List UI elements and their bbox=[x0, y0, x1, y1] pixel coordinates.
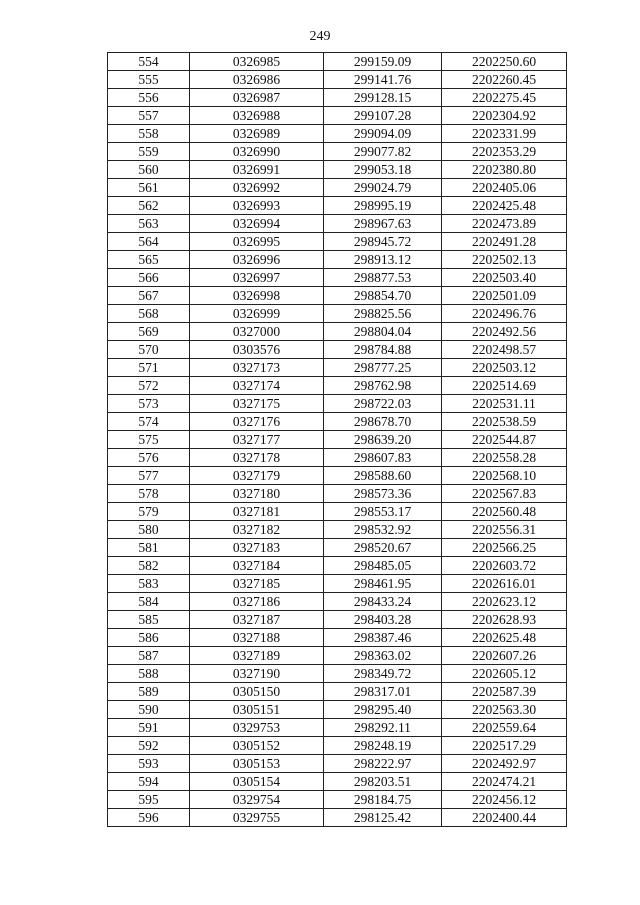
y-coordinate-cell: 2202474.21 bbox=[442, 773, 567, 791]
x-coordinate-cell: 299128.15 bbox=[324, 89, 442, 107]
point-id-cell: 0303576 bbox=[190, 341, 324, 359]
x-coordinate-cell: 299159.09 bbox=[324, 53, 442, 71]
y-coordinate-cell: 2202260.45 bbox=[442, 71, 567, 89]
row-number-cell: 586 bbox=[108, 629, 190, 647]
table-row bbox=[108, 647, 567, 665]
x-coordinate-cell: 298248.19 bbox=[324, 737, 442, 755]
x-coordinate-cell: 298295.40 bbox=[324, 701, 442, 719]
point-id-cell: 0327190 bbox=[190, 665, 324, 683]
point-id-cell: 0326986 bbox=[190, 71, 324, 89]
table-row bbox=[108, 539, 567, 557]
y-coordinate-cell: 2202563.30 bbox=[442, 701, 567, 719]
y-coordinate-cell: 2202560.48 bbox=[442, 503, 567, 521]
row-number-cell: 576 bbox=[108, 449, 190, 467]
row-number-cell: 581 bbox=[108, 539, 190, 557]
row-number-cell: 556 bbox=[108, 89, 190, 107]
row-number-cell: 574 bbox=[108, 413, 190, 431]
x-coordinate-cell: 298317.01 bbox=[324, 683, 442, 701]
point-id-cell: 0326990 bbox=[190, 143, 324, 161]
row-number-cell: 564 bbox=[108, 233, 190, 251]
x-coordinate-cell: 299077.82 bbox=[324, 143, 442, 161]
table-body bbox=[108, 53, 567, 827]
point-id-cell: 0326994 bbox=[190, 215, 324, 233]
x-coordinate-cell: 298784.88 bbox=[324, 341, 442, 359]
table-row bbox=[108, 251, 567, 269]
table-row bbox=[108, 161, 567, 179]
row-number-cell: 577 bbox=[108, 467, 190, 485]
x-coordinate-cell: 298203.51 bbox=[324, 773, 442, 791]
y-coordinate-cell: 2202603.72 bbox=[442, 557, 567, 575]
point-id-cell: 0326993 bbox=[190, 197, 324, 215]
table-row bbox=[108, 467, 567, 485]
table-row bbox=[108, 233, 567, 251]
row-number-cell: 568 bbox=[108, 305, 190, 323]
row-number-cell: 569 bbox=[108, 323, 190, 341]
y-coordinate-cell: 2202492.97 bbox=[442, 755, 567, 773]
point-id-cell: 0327178 bbox=[190, 449, 324, 467]
point-id-cell: 0326999 bbox=[190, 305, 324, 323]
row-number-cell: 565 bbox=[108, 251, 190, 269]
y-coordinate-cell: 2202331.99 bbox=[442, 125, 567, 143]
x-coordinate-cell: 298722.03 bbox=[324, 395, 442, 413]
row-number-cell: 566 bbox=[108, 269, 190, 287]
point-id-cell: 0327185 bbox=[190, 575, 324, 593]
table-row bbox=[108, 575, 567, 593]
y-coordinate-cell: 2202456.12 bbox=[442, 791, 567, 809]
point-id-cell: 0305154 bbox=[190, 773, 324, 791]
point-id-cell: 0327187 bbox=[190, 611, 324, 629]
x-coordinate-cell: 299024.79 bbox=[324, 179, 442, 197]
y-coordinate-cell: 2202559.64 bbox=[442, 719, 567, 737]
table-row bbox=[108, 395, 567, 413]
y-coordinate-cell: 2202304.92 bbox=[442, 107, 567, 125]
x-coordinate-cell: 298184.75 bbox=[324, 791, 442, 809]
table-row bbox=[108, 89, 567, 107]
y-coordinate-cell: 2202567.83 bbox=[442, 485, 567, 503]
y-coordinate-cell: 2202587.39 bbox=[442, 683, 567, 701]
x-coordinate-cell: 298520.67 bbox=[324, 539, 442, 557]
table-row bbox=[108, 557, 567, 575]
y-coordinate-cell: 2202496.76 bbox=[442, 305, 567, 323]
y-coordinate-cell: 2202544.87 bbox=[442, 431, 567, 449]
point-id-cell: 0327175 bbox=[190, 395, 324, 413]
x-coordinate-cell: 298573.36 bbox=[324, 485, 442, 503]
x-coordinate-cell: 298762.98 bbox=[324, 377, 442, 395]
row-number-cell: 591 bbox=[108, 719, 190, 737]
row-number-cell: 585 bbox=[108, 611, 190, 629]
table-row bbox=[108, 215, 567, 233]
table-row bbox=[108, 377, 567, 395]
table-row bbox=[108, 503, 567, 521]
y-coordinate-cell: 2202250.60 bbox=[442, 53, 567, 71]
row-number-cell: 583 bbox=[108, 575, 190, 593]
table-row bbox=[108, 431, 567, 449]
row-number-cell: 590 bbox=[108, 701, 190, 719]
point-id-cell: 0327176 bbox=[190, 413, 324, 431]
table-row bbox=[108, 413, 567, 431]
table-row bbox=[108, 719, 567, 737]
row-number-cell: 578 bbox=[108, 485, 190, 503]
point-id-cell: 0326991 bbox=[190, 161, 324, 179]
x-coordinate-cell: 298945.72 bbox=[324, 233, 442, 251]
point-id-cell: 0327000 bbox=[190, 323, 324, 341]
point-id-cell: 0326988 bbox=[190, 107, 324, 125]
point-id-cell: 0329754 bbox=[190, 791, 324, 809]
row-number-cell: 554 bbox=[108, 53, 190, 71]
point-id-cell: 0326998 bbox=[190, 287, 324, 305]
point-id-cell: 0327173 bbox=[190, 359, 324, 377]
y-coordinate-cell: 2202405.06 bbox=[442, 179, 567, 197]
page-number: 249 bbox=[309, 29, 331, 44]
y-coordinate-cell: 2202503.12 bbox=[442, 359, 567, 377]
row-number-cell: 587 bbox=[108, 647, 190, 665]
table-row bbox=[108, 593, 567, 611]
x-coordinate-cell: 298125.42 bbox=[324, 809, 442, 827]
table-row bbox=[108, 737, 567, 755]
point-id-cell: 0327189 bbox=[190, 647, 324, 665]
table-row bbox=[108, 341, 567, 359]
x-coordinate-cell: 298485.05 bbox=[324, 557, 442, 575]
y-coordinate-cell: 2202556.31 bbox=[442, 521, 567, 539]
table-row bbox=[108, 665, 567, 683]
row-number-cell: 570 bbox=[108, 341, 190, 359]
row-number-cell: 594 bbox=[108, 773, 190, 791]
table-row bbox=[108, 701, 567, 719]
table-row bbox=[108, 755, 567, 773]
point-id-cell: 0326987 bbox=[190, 89, 324, 107]
point-id-cell: 0327174 bbox=[190, 377, 324, 395]
y-coordinate-cell: 2202491.28 bbox=[442, 233, 567, 251]
point-id-cell: 0327181 bbox=[190, 503, 324, 521]
x-coordinate-cell: 299053.18 bbox=[324, 161, 442, 179]
row-number-cell: 593 bbox=[108, 755, 190, 773]
x-coordinate-cell: 298804.04 bbox=[324, 323, 442, 341]
table-row bbox=[108, 773, 567, 791]
row-number-cell: 562 bbox=[108, 197, 190, 215]
table-row bbox=[108, 629, 567, 647]
row-number-cell: 596 bbox=[108, 809, 190, 827]
y-coordinate-cell: 2202623.12 bbox=[442, 593, 567, 611]
point-id-cell: 0305150 bbox=[190, 683, 324, 701]
point-id-cell: 0327177 bbox=[190, 431, 324, 449]
point-id-cell: 0327186 bbox=[190, 593, 324, 611]
x-coordinate-cell: 298433.24 bbox=[324, 593, 442, 611]
point-id-cell: 0326997 bbox=[190, 269, 324, 287]
point-id-cell: 0329753 bbox=[190, 719, 324, 737]
y-coordinate-cell: 2202616.01 bbox=[442, 575, 567, 593]
point-id-cell: 0305152 bbox=[190, 737, 324, 755]
table-row bbox=[108, 71, 567, 89]
point-id-cell: 0326989 bbox=[190, 125, 324, 143]
x-coordinate-cell: 298913.12 bbox=[324, 251, 442, 269]
row-number-cell: 575 bbox=[108, 431, 190, 449]
point-id-cell: 0305153 bbox=[190, 755, 324, 773]
x-coordinate-cell: 298349.72 bbox=[324, 665, 442, 683]
x-coordinate-cell: 298854.70 bbox=[324, 287, 442, 305]
x-coordinate-cell: 298639.20 bbox=[324, 431, 442, 449]
x-coordinate-cell: 298222.97 bbox=[324, 755, 442, 773]
x-coordinate-cell: 298363.02 bbox=[324, 647, 442, 665]
table-row bbox=[108, 683, 567, 701]
x-coordinate-cell: 298995.19 bbox=[324, 197, 442, 215]
table-row bbox=[108, 611, 567, 629]
x-coordinate-cell: 298461.95 bbox=[324, 575, 442, 593]
table-row bbox=[108, 809, 567, 827]
y-coordinate-cell: 2202558.28 bbox=[442, 449, 567, 467]
table-row bbox=[108, 485, 567, 503]
coordinates-table bbox=[107, 52, 567, 827]
row-number-cell: 573 bbox=[108, 395, 190, 413]
y-coordinate-cell: 2202425.48 bbox=[442, 197, 567, 215]
table-row bbox=[108, 53, 567, 71]
x-coordinate-cell: 298292.11 bbox=[324, 719, 442, 737]
table-row bbox=[108, 179, 567, 197]
y-coordinate-cell: 2202538.59 bbox=[442, 413, 567, 431]
x-coordinate-cell: 298607.83 bbox=[324, 449, 442, 467]
x-coordinate-cell: 299141.76 bbox=[324, 71, 442, 89]
y-coordinate-cell: 2202492.56 bbox=[442, 323, 567, 341]
row-number-cell: 557 bbox=[108, 107, 190, 125]
x-coordinate-cell: 299107.28 bbox=[324, 107, 442, 125]
y-coordinate-cell: 2202473.89 bbox=[442, 215, 567, 233]
point-id-cell: 0329755 bbox=[190, 809, 324, 827]
row-number-cell: 560 bbox=[108, 161, 190, 179]
y-coordinate-cell: 2202502.13 bbox=[442, 251, 567, 269]
y-coordinate-cell: 2202501.09 bbox=[442, 287, 567, 305]
row-number-cell: 558 bbox=[108, 125, 190, 143]
y-coordinate-cell: 2202605.12 bbox=[442, 665, 567, 683]
table-row bbox=[108, 125, 567, 143]
row-number-cell: 595 bbox=[108, 791, 190, 809]
y-coordinate-cell: 2202353.29 bbox=[442, 143, 567, 161]
point-id-cell: 0327182 bbox=[190, 521, 324, 539]
point-id-cell: 0305151 bbox=[190, 701, 324, 719]
x-coordinate-cell: 298825.56 bbox=[324, 305, 442, 323]
y-coordinate-cell: 2202628.93 bbox=[442, 611, 567, 629]
point-id-cell: 0326992 bbox=[190, 179, 324, 197]
y-coordinate-cell: 2202531.11 bbox=[442, 395, 567, 413]
x-coordinate-cell: 298877.53 bbox=[324, 269, 442, 287]
row-number-cell: 572 bbox=[108, 377, 190, 395]
row-number-cell: 563 bbox=[108, 215, 190, 233]
row-number-cell: 567 bbox=[108, 287, 190, 305]
row-number-cell: 559 bbox=[108, 143, 190, 161]
x-coordinate-cell: 298678.70 bbox=[324, 413, 442, 431]
row-number-cell: 588 bbox=[108, 665, 190, 683]
point-id-cell: 0327184 bbox=[190, 557, 324, 575]
y-coordinate-cell: 2202607.26 bbox=[442, 647, 567, 665]
point-id-cell: 0326996 bbox=[190, 251, 324, 269]
x-coordinate-cell: 298532.92 bbox=[324, 521, 442, 539]
table-row bbox=[108, 287, 567, 305]
y-coordinate-cell: 2202566.25 bbox=[442, 539, 567, 557]
table-row bbox=[108, 449, 567, 467]
point-id-cell: 0327180 bbox=[190, 485, 324, 503]
table-row bbox=[108, 323, 567, 341]
y-coordinate-cell: 2202400.44 bbox=[442, 809, 567, 827]
y-coordinate-cell: 2202517.29 bbox=[442, 737, 567, 755]
y-coordinate-cell: 2202625.48 bbox=[442, 629, 567, 647]
table-row bbox=[108, 521, 567, 539]
x-coordinate-cell: 298553.17 bbox=[324, 503, 442, 521]
row-number-cell: 555 bbox=[108, 71, 190, 89]
row-number-cell: 582 bbox=[108, 557, 190, 575]
table-row bbox=[108, 143, 567, 161]
y-coordinate-cell: 2202503.40 bbox=[442, 269, 567, 287]
y-coordinate-cell: 2202275.45 bbox=[442, 89, 567, 107]
x-coordinate-cell: 298403.28 bbox=[324, 611, 442, 629]
y-coordinate-cell: 2202380.80 bbox=[442, 161, 567, 179]
row-number-cell: 579 bbox=[108, 503, 190, 521]
table-row bbox=[108, 107, 567, 125]
row-number-cell: 592 bbox=[108, 737, 190, 755]
table-row bbox=[108, 359, 567, 377]
x-coordinate-cell: 298967.63 bbox=[324, 215, 442, 233]
x-coordinate-cell: 299094.09 bbox=[324, 125, 442, 143]
row-number-cell: 584 bbox=[108, 593, 190, 611]
y-coordinate-cell: 2202498.57 bbox=[442, 341, 567, 359]
x-coordinate-cell: 298387.46 bbox=[324, 629, 442, 647]
row-number-cell: 571 bbox=[108, 359, 190, 377]
y-coordinate-cell: 2202568.10 bbox=[442, 467, 567, 485]
table-row bbox=[108, 269, 567, 287]
row-number-cell: 561 bbox=[108, 179, 190, 197]
point-id-cell: 0327183 bbox=[190, 539, 324, 557]
point-id-cell: 0327188 bbox=[190, 629, 324, 647]
y-coordinate-cell: 2202514.69 bbox=[442, 377, 567, 395]
row-number-cell: 589 bbox=[108, 683, 190, 701]
table-row bbox=[108, 305, 567, 323]
table-row bbox=[108, 197, 567, 215]
x-coordinate-cell: 298777.25 bbox=[324, 359, 442, 377]
table-row bbox=[108, 791, 567, 809]
point-id-cell: 0326995 bbox=[190, 233, 324, 251]
point-id-cell: 0326985 bbox=[190, 53, 324, 71]
row-number-cell: 580 bbox=[108, 521, 190, 539]
x-coordinate-cell: 298588.60 bbox=[324, 467, 442, 485]
point-id-cell: 0327179 bbox=[190, 467, 324, 485]
